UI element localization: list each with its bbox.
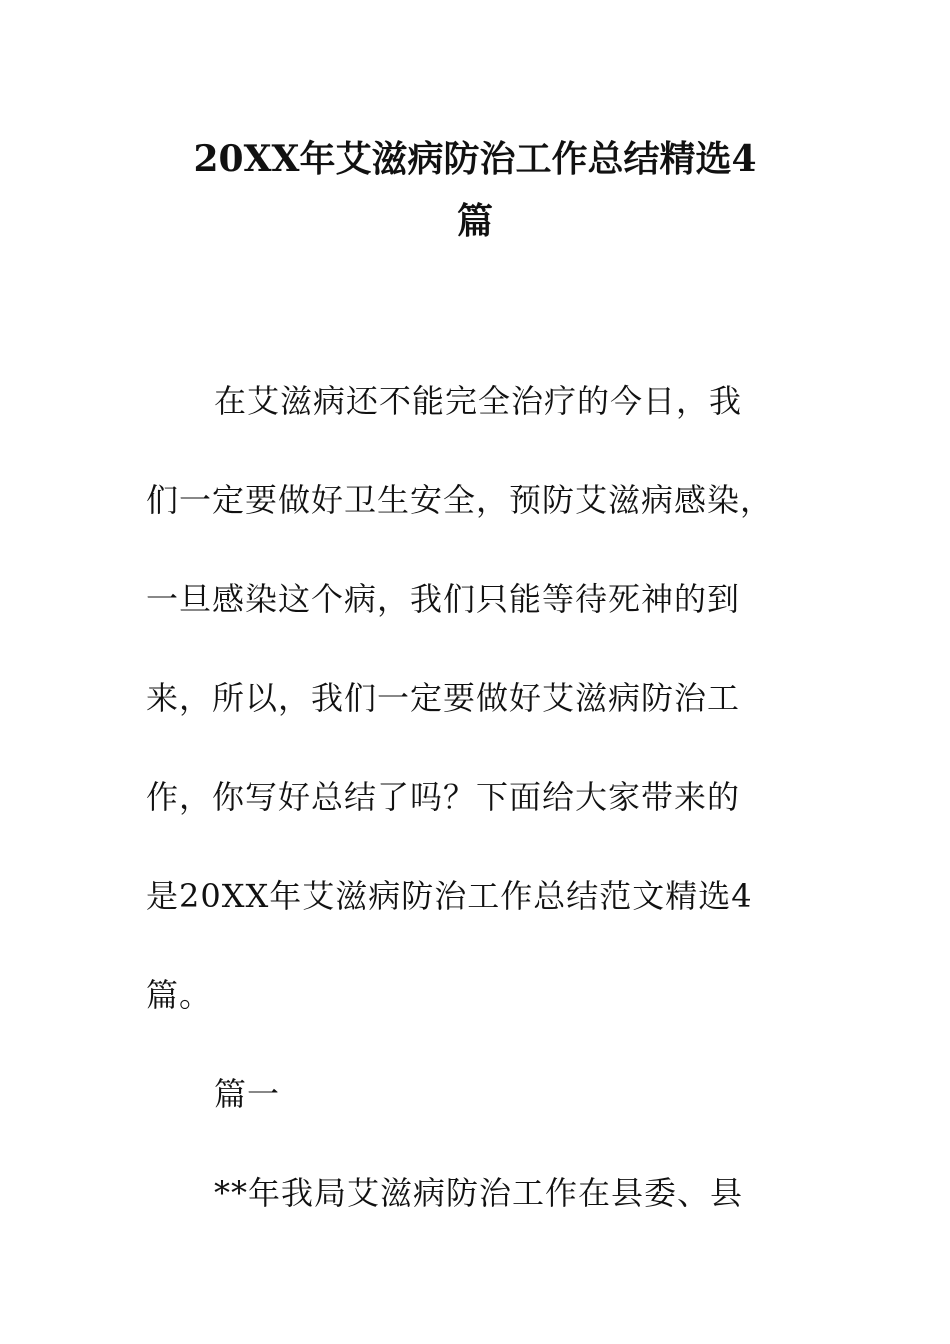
section-heading <box>146 1045 806 1144</box>
section-heading-text: 篇一 <box>214 1075 281 1113</box>
intro-line-4: 来，所以，我们一定要做好艾滋病防治工 <box>146 679 741 717</box>
intro-paragraph <box>146 352 806 1045</box>
section-line-1: **年我局艾滋病防治工作在县委、县 <box>214 1174 744 1212</box>
intro-line-6: 是20XX年艾滋病防治工作总结范文精选4 <box>146 877 753 915</box>
document-title <box>140 128 810 252</box>
section-paragraph <box>146 1144 806 1243</box>
intro-line-1: 在艾滋病还不能完全治疗的今日，我 <box>214 382 743 420</box>
intro-line-2: 们一定要做好卫生安全，预防艾滋病感染， <box>146 481 774 519</box>
title-line-1: 20XX年艾滋病防治工作总结精选4 <box>193 138 757 180</box>
title-line-2: 篇 <box>456 200 493 242</box>
intro-line-3: 一旦感染这个病，我们只能等待死神的到 <box>146 580 741 618</box>
intro-line-7: 篇。 <box>146 976 213 1014</box>
intro-line-5: 作，你写好总结了吗？下面给大家带来的 <box>146 778 741 816</box>
